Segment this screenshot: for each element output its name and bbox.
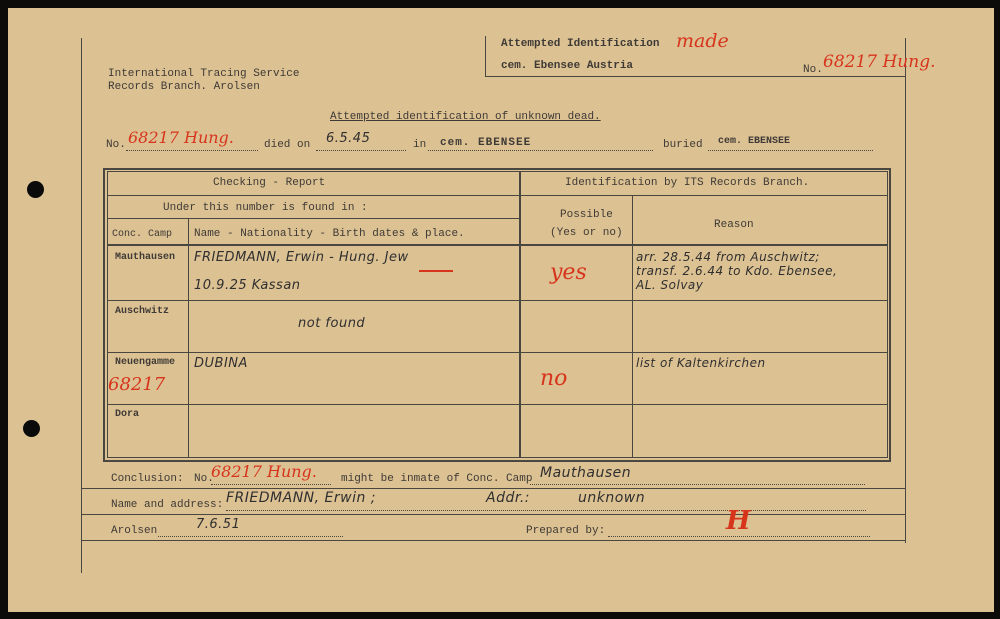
row-rule-2 xyxy=(107,352,887,353)
conclusion-no-value: 68217 Hung. xyxy=(211,462,317,481)
found-in-header: Under this number is found in : xyxy=(163,202,368,214)
row1-reason-line1: arr. 28.5.44 from Auschwitz; xyxy=(636,250,820,264)
footer-date-dots xyxy=(158,536,343,537)
table-top-inner xyxy=(107,171,887,172)
name-value: FRIEDMANN, Erwin ; xyxy=(226,490,377,506)
org-line-1: International Tracing Service xyxy=(108,68,300,80)
row1-reason-line2: transf. 2.6.44 to Kdo. Ebensee, xyxy=(636,264,838,278)
in-value: cem. EBENSEE xyxy=(440,137,532,149)
row3-camp-number: 68217 xyxy=(108,374,166,395)
punch-hole-top xyxy=(27,181,44,198)
row4-camp: Dora xyxy=(115,409,140,420)
table-bottom-inner xyxy=(107,457,887,458)
col-possible-header-1: Possible xyxy=(560,209,613,221)
conclusion-camp-value: Mauthausen xyxy=(540,465,632,481)
row1-possible: yes xyxy=(550,260,587,285)
identification-card xyxy=(8,8,994,612)
in-dots xyxy=(428,150,653,151)
conclusion-rule xyxy=(81,488,905,489)
row3-possible: no xyxy=(540,366,568,391)
row-rule-1 xyxy=(107,300,887,301)
header-box-status: made xyxy=(676,30,729,52)
row1-name-red-underline xyxy=(419,270,453,272)
buried-dots xyxy=(708,150,873,151)
buried-value: cem. EBENSEE xyxy=(718,136,791,147)
header-box-bottom xyxy=(485,76,905,77)
card-title: Attempted identification of unknown dead. xyxy=(330,111,601,123)
row2-camp: Auschwitz xyxy=(115,306,170,317)
footer-place-label: Arolsen xyxy=(111,525,158,537)
row2-name: not found xyxy=(298,316,366,331)
in-label: in xyxy=(413,139,427,151)
row1-name-line1: FRIEDMANN, Erwin - Hung. Jew xyxy=(194,250,409,265)
addr-label: Addr.: xyxy=(486,490,530,506)
conclusion-no-label: No. xyxy=(194,473,214,485)
header-rule-3 xyxy=(107,244,887,246)
died-label: died on xyxy=(264,139,311,151)
conclusion-mid-text: might be inmate of Conc. Camp xyxy=(341,473,533,485)
row1-reason-line3: AL. Solvay xyxy=(636,278,704,292)
buried-label: buried xyxy=(663,139,703,151)
org-line-2: Records Branch. Arolsen xyxy=(108,81,260,93)
row3-name: DUBINA xyxy=(194,356,248,371)
died-dots xyxy=(316,150,406,151)
col-divider-possible xyxy=(632,196,633,458)
record-no-dots xyxy=(126,150,258,151)
col-divider-checking xyxy=(519,171,521,458)
col-possible-header-2: (Yes or no) xyxy=(550,227,623,239)
col-reason-header: Reason xyxy=(714,219,754,231)
signature-initial: H xyxy=(726,506,751,536)
row3-camp: Neuengamme xyxy=(115,357,176,368)
prepared-by-label: Prepared by: xyxy=(526,525,606,537)
row3-reason: list of Kaltenkirchen xyxy=(636,356,766,370)
header-no-value: 68217 Hung. xyxy=(823,52,936,72)
checking-report-header: Checking - Report xyxy=(213,177,326,189)
punch-hole-bottom xyxy=(23,420,40,437)
footer-rule xyxy=(81,540,905,541)
record-no-label: No. xyxy=(106,139,126,151)
row-rule-3 xyxy=(107,404,887,405)
row1-camp: Mauthausen xyxy=(115,252,176,263)
conclusion-camp-dots xyxy=(530,484,865,485)
header-no-label: No. xyxy=(803,64,823,76)
row1-name-line2: 10.9.25 Kassan xyxy=(194,278,301,293)
right-border-line xyxy=(905,38,906,543)
header-box-left xyxy=(485,36,486,76)
header-box-place: cem. Ebensee Austria xyxy=(501,60,634,72)
col-camp-header: Conc. Camp xyxy=(112,229,173,240)
conclusion-label: Conclusion: xyxy=(111,473,184,485)
header-box-title: Attempted Identification xyxy=(501,38,660,50)
prepared-by-dots xyxy=(608,536,870,537)
name-address-label: Name and address: xyxy=(111,499,224,511)
table-right-inner xyxy=(887,171,888,458)
record-no-value: 68217 Hung. xyxy=(128,128,234,147)
conclusion-no-dots xyxy=(211,484,331,485)
header-rule-1 xyxy=(107,195,887,196)
col-divider-camp xyxy=(188,218,189,458)
addr-value: unknown xyxy=(578,490,646,506)
name-address-rule xyxy=(81,514,905,515)
died-value: 6.5.45 xyxy=(326,131,371,146)
left-margin-line xyxy=(81,38,82,573)
ident-header: Identification by ITS Records Branch. xyxy=(565,177,810,189)
table-left-inner xyxy=(107,171,108,458)
name-address-dots xyxy=(226,510,866,511)
col-name-header: Name - Nationality - Birth dates & place. xyxy=(194,228,465,240)
header-rule-2 xyxy=(107,218,519,219)
footer-date-value: 7.6.51 xyxy=(196,517,241,532)
